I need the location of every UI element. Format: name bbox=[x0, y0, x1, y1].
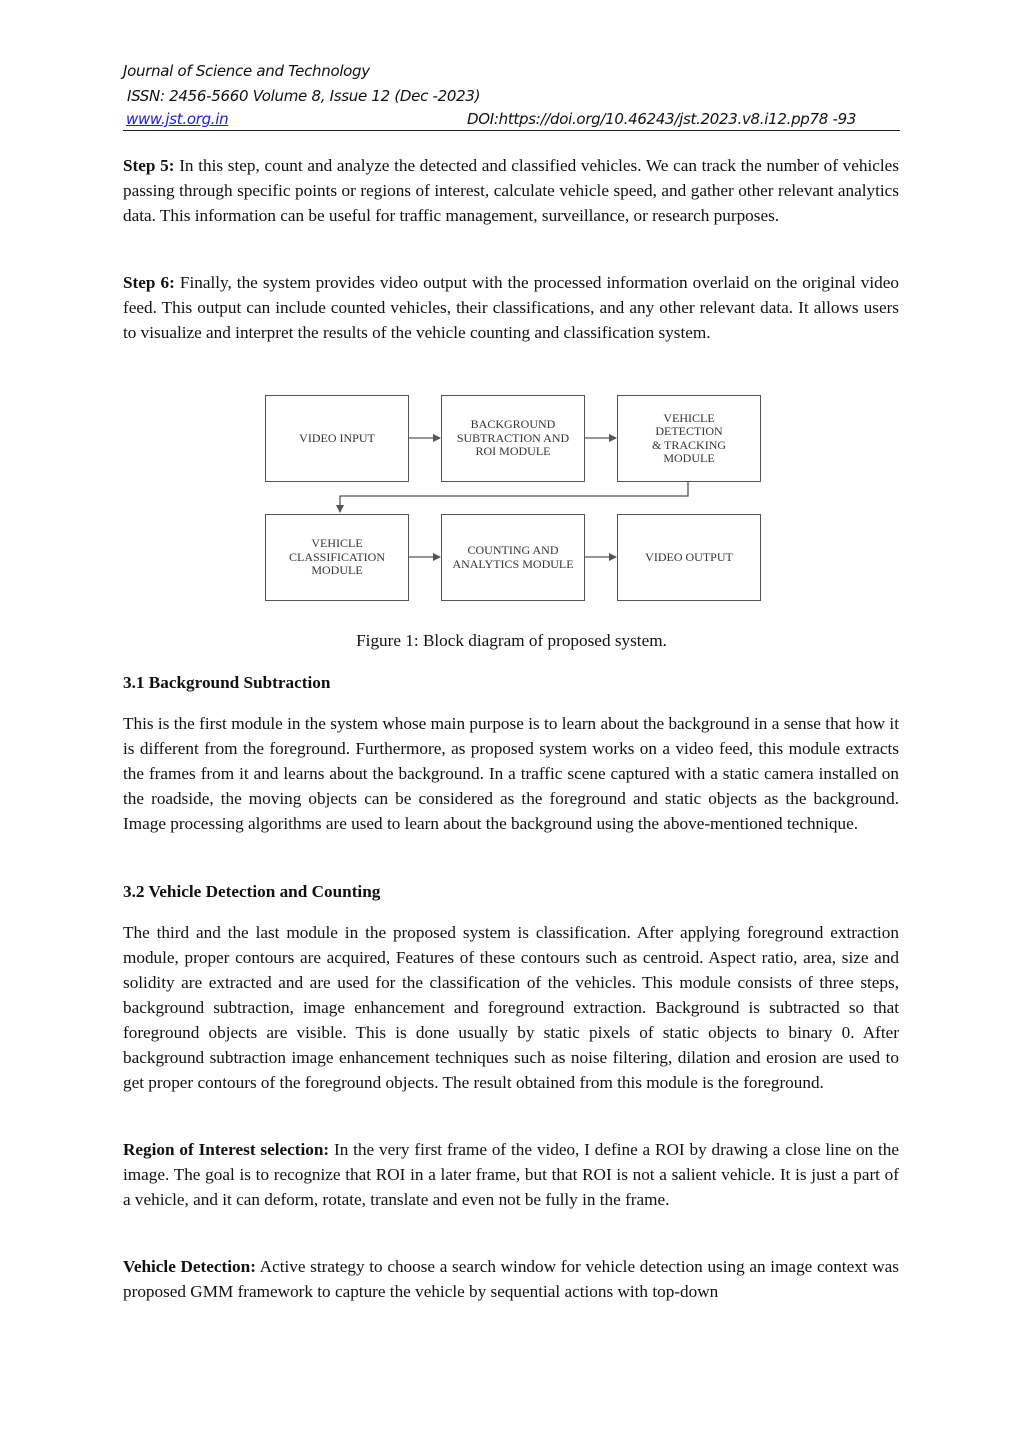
figure-caption: Figure 1: Block diagram of proposed system. bbox=[356, 631, 667, 650]
arrow-detection-to-classification bbox=[340, 481, 688, 512]
vehicle-detection-text: Active strategy to choose a search window for vehicle detection using an image context was proposed GMM framework to capture the vehicle by sequential actions with top-down bbox=[123, 1257, 899, 1301]
step5-label: Step 5: bbox=[123, 156, 175, 175]
video-input-block: VIDEO INPUT bbox=[265, 395, 409, 482]
vehicle-detection-label: Vehicle Detection: bbox=[123, 1257, 256, 1276]
vehicle-detection-block: VEHICLE DETECTION & TRACKING MODULE bbox=[617, 395, 761, 482]
step5-text: In this step, count and analyze the detected and classified vehicles. We can track the number of vehicles passing through specific points or regions of interest, calculate vehicle speed, and gather other relevant analytics data. This information can be useful for traffic management, surveillance, or research purposes. bbox=[123, 156, 899, 225]
vehicle-detection-paragraph bbox=[123, 1254, 899, 1304]
journal-title: Journal of Science and Technology bbox=[123, 62, 370, 80]
counting-analytics-block: COUNTING AND ANALYTICS MODULE bbox=[441, 514, 585, 601]
journal-website-link[interactable]: www.jst.org.in bbox=[126, 110, 229, 128]
video-output-block: VIDEO OUTPUT bbox=[617, 514, 761, 601]
background-subtraction-block: BACKGROUND SUBTRACTION AND ROI MODULE bbox=[441, 395, 585, 482]
step6-label: Step 6: bbox=[123, 273, 175, 292]
doi-line: DOI:https://doi.org/10.46243/jst.2023.v8.i12.pp78 -93 bbox=[467, 110, 857, 128]
section-3-2-paragraph: The third and the last module in the proposed system is classification. After applying foreground extraction module, proper contours are acquired, Features of these contours such as centroid. Aspect ratio, area, size and solidity are extracted and are used for the classification of the vehicles. This module consists of three steps, background subtraction, image enhancement and foreground extraction. Background is subtracted so that foreground objects are visible. This is done usually by static pixels of static objects to binary 0. After background subtraction image enhancement techniques such as noise filtering, dilation and erosion are used to get proper contours of the foreground objects. The result obtained from this module is the foreground. bbox=[123, 923, 899, 1092]
step6-text: Finally, the system provides video output with the processed information overlaid on the original video feed. This output can include counted vehicles, their classifications, and any other relevant data. It allows users to visualize and interpret the results of the vehicle counting and classification system. bbox=[123, 273, 899, 342]
section-3-2-heading: 3.2 Vehicle Detection and Counting bbox=[123, 882, 381, 901]
vehicle-classification-block: VEHICLE CLASSIFICATION MODULE bbox=[265, 514, 409, 601]
issn-line: ISSN: 2456-5660 Volume 8, Issue 12 (Dec -2023) bbox=[127, 87, 481, 105]
roi-paragraph bbox=[123, 1137, 899, 1212]
roi-text: In the very first frame of the video, I define a ROI by drawing a close line on the image. The goal is to recognize that ROI in a later frame, but that ROI is not a salient vehicle. It is just a part of a vehicle, and it can deform, rotate, translate and even not be fully in the frame. bbox=[123, 1140, 899, 1209]
section-3-1-paragraph: This is the first module in the system whose main purpose is to learn about the background in a sense that how it is different from the foreground. Furthermore, as proposed system works on a video feed, this module extracts the frames from it and learns about the background. In a traffic scene captured with a static camera installed on the roadside, the moving objects can be considered as the foreground and static objects as the background. Image processing algorithms are used to learn about the background using the above-mentioned technique. bbox=[123, 714, 899, 833]
roi-label: Region of Interest selection: bbox=[123, 1140, 330, 1159]
section-3-1-heading: 3.1 Background Subtraction bbox=[123, 673, 331, 692]
